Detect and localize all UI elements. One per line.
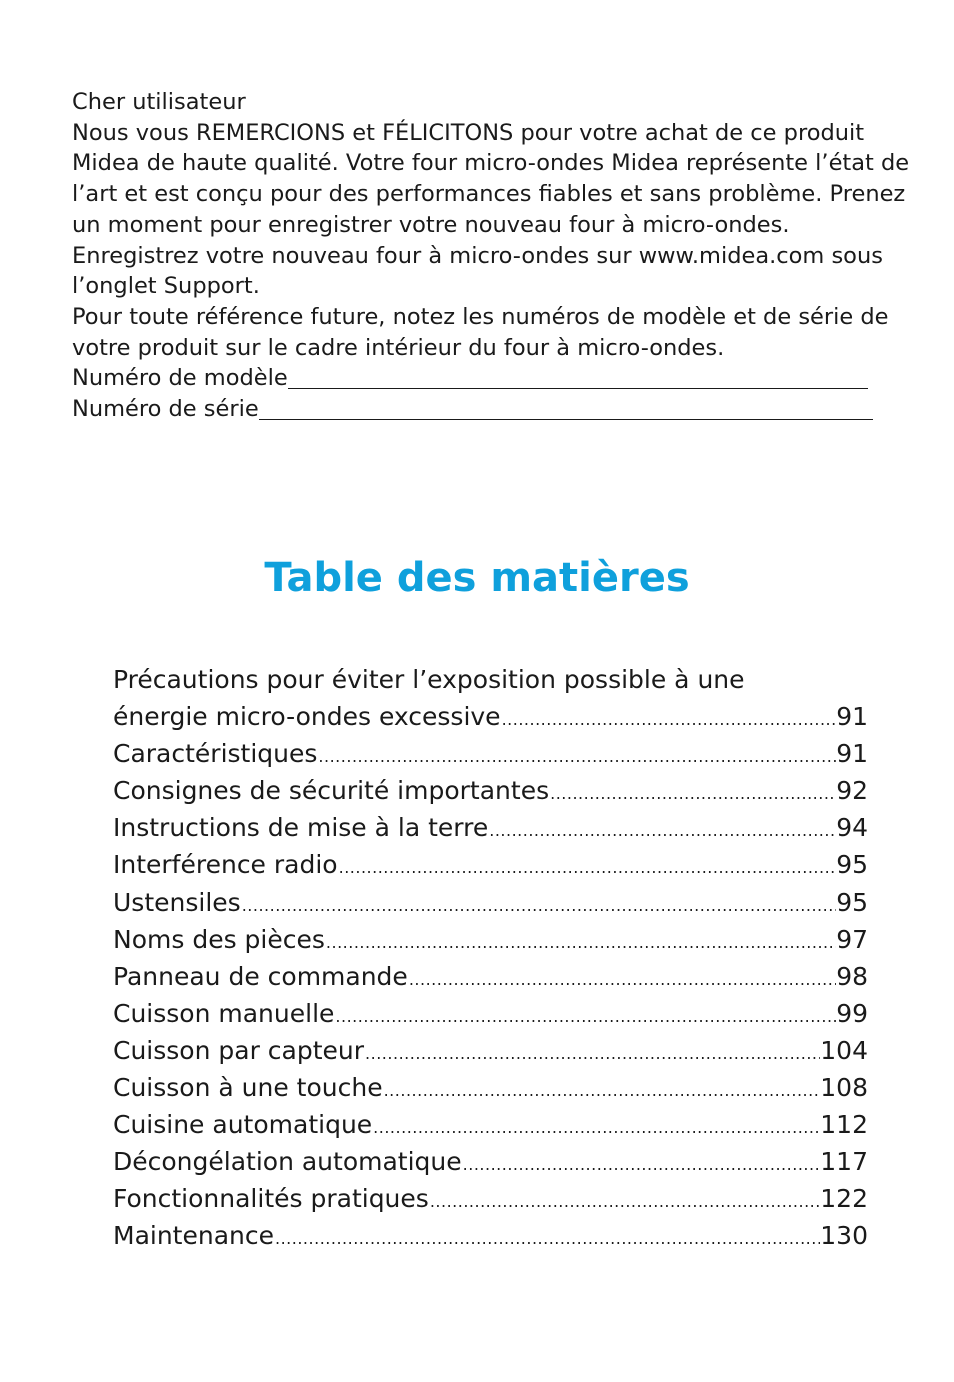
toc-entry-page-number: 99: [836, 998, 868, 1028]
toc-entry-label: Panneau de commande: [113, 961, 408, 991]
toc-entry: [113, 846, 868, 883]
toc-entry-label: Maintenance: [113, 1221, 274, 1251]
toc-entry: [113, 772, 868, 809]
toc-entry-page-number: 108: [820, 1073, 868, 1103]
toc-entry: [113, 809, 868, 846]
toc-entry: [113, 1032, 868, 1069]
toc-dot-leader: [317, 738, 836, 775]
toc-dot-leader: [408, 961, 836, 998]
toc-entry-page-number: 112: [820, 1110, 868, 1140]
toc-dot-leader: [334, 998, 836, 1035]
toc-entry-label: Consignes de sécurité importantes: [113, 776, 550, 806]
toc-dot-leader: [383, 1072, 821, 1109]
toc-entry-page-number: 97: [836, 924, 868, 954]
toc-dot-leader: [338, 849, 837, 886]
toc-entry: [113, 735, 868, 772]
toc-entry-page-number: 117: [820, 1147, 868, 1177]
intro-paragraph-register: Enregistrez votre nouveau four à micro-ondes sur www.midea.com sous l’onglet Support.: [72, 242, 883, 300]
serial-number-label: Numéro de série: [72, 396, 259, 423]
toc-entry: [113, 1143, 868, 1180]
intro-paragraph-thanks: Nous vous REMERCIONS et FÉLICITONS pour votre achat de ce produit Midea de haute qualité. Votre four micro-ondes Midea représente l’état de l’art et est conçu pour des performances fiables et sans problème. Prenez un moment pour enregistrer votre nouveau four à micro-ondes.: [72, 119, 910, 238]
toc-entry-page-number: 92: [836, 776, 868, 806]
toc-entry: [113, 884, 868, 921]
toc-dot-leader: [274, 1220, 820, 1257]
toc-entry-page-number: 122: [820, 1184, 868, 1214]
serial-number-field: [72, 394, 912, 425]
toc-entry: [113, 995, 868, 1032]
toc-entry-page-number: 130: [820, 1221, 868, 1251]
toc-entry: [113, 1106, 868, 1143]
toc-entry-page-number: 104: [820, 1035, 868, 1065]
model-number-label: Numéro de modèle: [72, 365, 288, 392]
toc-entry-label: Instructions de mise à la terre: [113, 813, 489, 843]
toc-entry-page-number: 98: [836, 961, 868, 991]
toc-entry: [113, 921, 868, 958]
toc-entry-label: Cuisson par capteur: [113, 1035, 365, 1065]
toc-entry-label: Cuisine automatique: [113, 1110, 373, 1140]
toc-title: Table des matières: [264, 555, 690, 601]
toc-dot-leader: [462, 1146, 821, 1183]
toc-entry-label: Caractéristiques: [113, 739, 318, 769]
toc-entry-label: Cuisson à une touche: [113, 1073, 383, 1103]
toc-entry-label: Interférence radio: [113, 850, 338, 880]
toc-entry: [113, 1069, 868, 1106]
toc-entry-label: Noms des pièces: [113, 924, 325, 954]
toc-dot-leader: [488, 812, 836, 849]
toc-entry-label: énergie micro-ondes excessive: [113, 702, 501, 732]
toc-entry-first-line: Précautions pour éviter l’exposition possible à une: [113, 665, 745, 694]
toc-dot-leader: [364, 1035, 820, 1072]
toc-dot-leader: [325, 924, 836, 961]
toc-entry-page-number: 94: [836, 813, 868, 843]
toc-dot-leader: [549, 775, 836, 812]
toc-dot-leader: [429, 1183, 820, 1220]
toc-entry-list: [113, 698, 868, 1254]
serial-number-blank-line: [259, 419, 873, 420]
toc-entry-label: Décongélation automatique: [113, 1147, 462, 1177]
toc-entry-page-number: 91: [836, 702, 868, 732]
toc-entry: [113, 698, 868, 735]
toc-entry: [113, 1180, 868, 1217]
toc-entry: [113, 958, 868, 995]
toc-dot-leader: [241, 887, 837, 924]
model-number-blank-line: [288, 388, 868, 389]
intro-section: [72, 87, 912, 425]
toc-dot-leader: [372, 1109, 820, 1146]
greeting: Cher utilisateur: [72, 89, 246, 115]
toc-entry-label: Fonctionnalités pratiques: [113, 1184, 429, 1214]
toc-entry-label: Ustensiles: [113, 887, 241, 917]
toc-entry-page-number: 95: [836, 887, 868, 917]
table-of-contents: [113, 661, 868, 1255]
model-number-field: [72, 363, 912, 394]
toc-entry-label: Cuisson manuelle: [113, 998, 335, 1028]
toc-entry: [113, 1217, 868, 1254]
toc-dot-leader: [501, 701, 837, 738]
toc-entry-page-number: 91: [836, 739, 868, 769]
toc-entry-page-number: 95: [836, 850, 868, 880]
intro-paragraph-reference: Pour toute référence future, notez les numéros de modèle et de série de votre produit sur le cadre intérieur du four à micro-ondes.: [72, 303, 889, 361]
